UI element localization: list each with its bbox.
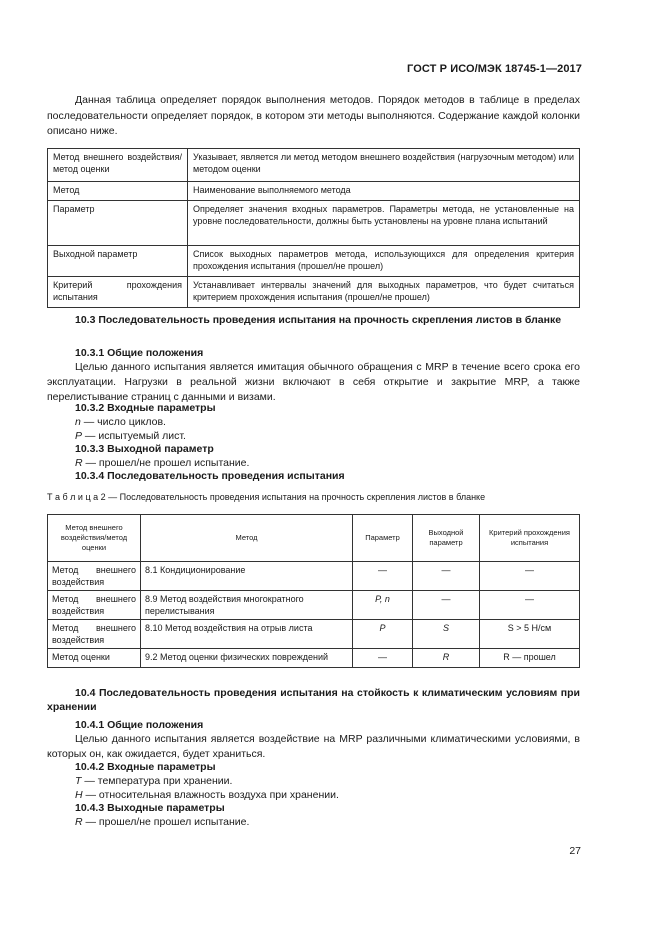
intro-paragraph: Данная таблица определяет порядок выполнения методов. Порядок методов в таблице в пределах последовательности определяет порядок, в котором эти методы выполняются. Содержание каждой колонки описано ниже. [47, 94, 580, 138]
table-row [48, 182, 580, 201]
param-symbol: H [75, 789, 83, 801]
table-row [48, 277, 580, 308]
table-cell: Метод [48, 182, 188, 201]
sequence-table [47, 514, 580, 668]
table-caption-text: — Последовательность проведения испытания на прочность скрепления листов в бланке [105, 492, 486, 502]
column-header: Метод внешнего воздействия/метод оценки [48, 515, 141, 562]
section-10-3-title: 10.3 Последовательность проведения испытания на прочность скрепления листов в бланке [75, 314, 562, 326]
table-cell: 9.2 Метод оценки физических повреждений [141, 649, 353, 668]
table-row [48, 201, 580, 246]
table-row [48, 591, 580, 620]
table-cell: — [353, 649, 413, 668]
table-row [48, 620, 580, 649]
table-cell: Метод внешнего воздействия [48, 620, 141, 649]
table-cell: S > 5 Н/см [480, 620, 580, 649]
param-symbol: P [75, 430, 83, 442]
table-cell: P [353, 620, 413, 649]
page-number: 27 [569, 845, 581, 857]
table-cell: Параметр [48, 201, 188, 246]
param-n-line [75, 415, 166, 429]
param-desc: — температура при хранении. [81, 775, 233, 787]
table-cell: Критерий прохождения испытания [48, 277, 188, 308]
table-caption-label: Т а б л и ц а 2 [47, 492, 106, 502]
table-cell: S [413, 620, 480, 649]
table-cell: 8.9 Метод воздействия многократного перелистывания [141, 591, 353, 620]
param-symbol: R [75, 457, 83, 469]
column-header: Выходной параметр [413, 515, 480, 562]
column-header: Метод [141, 515, 353, 562]
param-desc: — испытуемый лист. [82, 430, 186, 442]
columns-description-table [47, 148, 580, 308]
section-10-4-1-title: 10.4.1 Общие положения [75, 719, 204, 731]
table-cell: Устанавливает интервалы значений для выходных параметров, что будет считаться критерием прохождения испытания (прошел/не прошел) [188, 277, 580, 308]
table-cell: Указывает, является ли метод методом внешнего воздействия (нагрузочным методом) или методом оценки [188, 149, 580, 182]
column-header: Критерий прохождения испытания [480, 515, 580, 562]
table-cell: Метод внешнего воздействия [48, 591, 141, 620]
section-10-3-2-title: 10.3.2 Входные параметры [75, 402, 216, 414]
table-row [48, 649, 580, 668]
table-cell: — [413, 591, 480, 620]
table-cell: Метод внешнего воздействия [48, 562, 141, 591]
table-cell: R [413, 649, 480, 668]
table-cell: Наименование выполняемого метода [188, 182, 580, 201]
table-2-caption [47, 492, 485, 502]
param-symbol: T [75, 775, 82, 787]
param-desc: — прошел/не прошел испытание. [82, 816, 250, 828]
table-row [48, 149, 580, 182]
table-cell: Метод оценки [48, 649, 141, 668]
column-header: Параметр [353, 515, 413, 562]
param-desc: — прошел/не прошел испытание. [82, 457, 250, 469]
param-r-line [75, 456, 249, 470]
param-desc: — относительная влажность воздуха при хранении. [82, 789, 339, 801]
section-10-4-2-title: 10.4.2 Входные параметры [75, 761, 216, 773]
table-cell: Определяет значения входных параметров. Параметры метода, не установленные на уровне последовательности, должны быть установлены на уровне плана испытаний [188, 201, 580, 246]
param-desc: — число циклов. [80, 416, 166, 428]
section-10-4-title: 10.4 Последовательность проведения испытания на стойкость к климатическим условиям при хранении [47, 687, 580, 713]
section-10-3-3-title: 10.3.3 Выходной параметр [75, 443, 214, 455]
section-10-4-3-title: 10.4.3 Выходные параметры [75, 802, 225, 814]
param-r2-line [75, 815, 249, 829]
param-h-line [75, 788, 339, 802]
document-header: ГОСТ Р ИСО/МЭК 18745-1—2017 [407, 63, 582, 75]
table-cell: — [480, 562, 580, 591]
section-10-3-1-title: 10.3.1 Общие положения [75, 347, 204, 359]
table-cell: Метод внешнего воздействия/метод оценки [48, 149, 188, 182]
table-cell: P, n [353, 591, 413, 620]
section-10-4-1-text: Целью данного испытания является воздействие на MRP различными климатическими условиями, в которых он, как ожидается, будет храниться. [47, 733, 580, 760]
param-t-line [75, 774, 232, 788]
param-symbol: R [75, 816, 83, 828]
table-cell: — [413, 562, 480, 591]
table-cell: Список выходных параметров метода, использующихся для определения критерия прохождения испытания (прошел/не прошел) [188, 246, 580, 277]
table-cell: R — прошел [480, 649, 580, 668]
table-cell: 8.1 Кондиционирование [141, 562, 353, 591]
table-cell: Выходной параметр [48, 246, 188, 277]
table-header-row [48, 515, 580, 562]
section-10-3-4-title: 10.3.4 Последовательность проведения испытания [75, 470, 345, 482]
param-p-line [75, 429, 186, 443]
section-10-3-1-text: Целью данного испытания является имитация обычного обращения с MRP в течение всего срока его эксплуатации. Нагрузки в реальной жизни включают в себя открытие и закрытие MRP, а также перелистывание страниц с данными и визами. [47, 361, 580, 403]
table-row [48, 562, 580, 591]
table-cell: 8.10 Метод воздействия на отрыв листа [141, 620, 353, 649]
table-cell: — [353, 562, 413, 591]
table-cell: — [480, 591, 580, 620]
param-symbol: n [75, 416, 81, 428]
table-row [48, 246, 580, 277]
